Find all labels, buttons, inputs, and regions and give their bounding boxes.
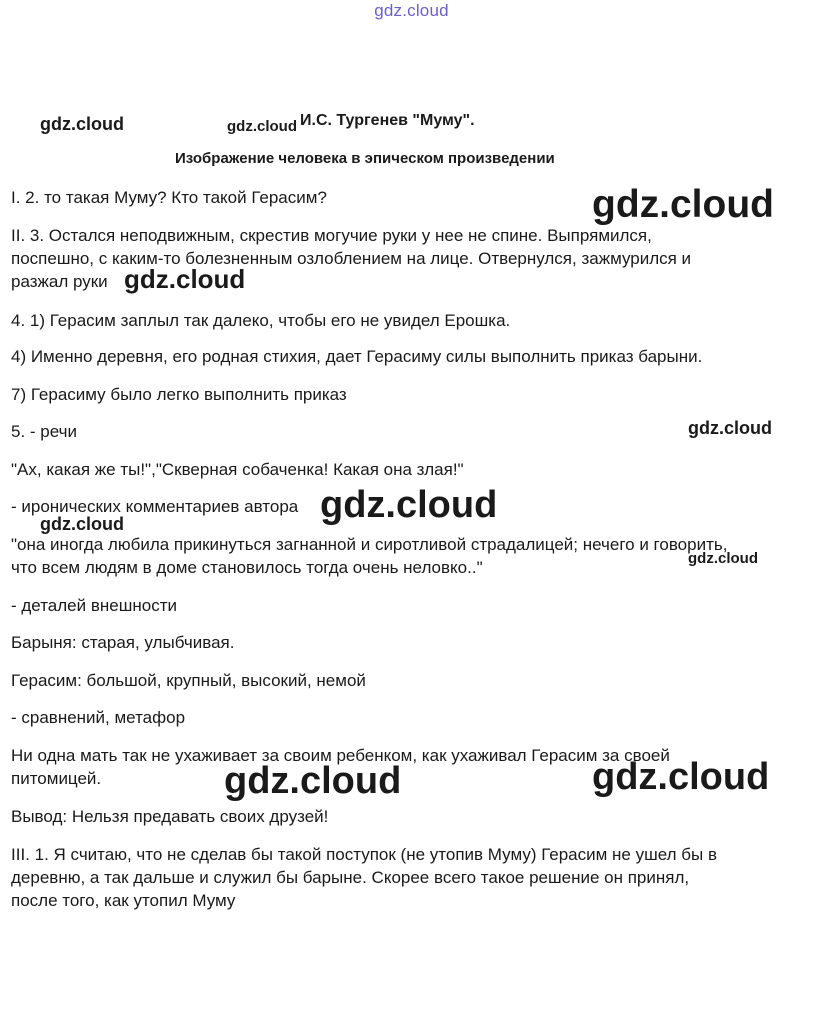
text-line: деревню, а так дальше и служил бы барыне. Скорее всего такое решение он принял, [11, 868, 690, 887]
text-line: 4) Именно деревня, его родная стихия, дает Герасиму силы выполнить приказ барыни. [11, 347, 703, 366]
watermark: gdz.cloud [227, 118, 297, 135]
text-line: - иронических комментариев автора [11, 497, 299, 516]
text-line: "Ах, какая же ты!","Скверная собаченка! Какая она злая!" [11, 460, 464, 479]
document-title: И.С. Тургенев "Муму". [300, 112, 475, 129]
text-line: Барыня: старая, улыбчивая. [11, 633, 235, 652]
text-line: - деталей внешности [11, 596, 177, 615]
watermark: gdz.cloud [40, 514, 124, 534]
text-line: 4. 1) Герасим заплыл так далеко, чтобы его не увидел Ерошка. [11, 311, 511, 330]
text-line: I. 2. то такая Муму? Кто такой Герасим? [11, 188, 327, 207]
text-line: что всем людям в доме становилось тогда очень неловко.." [11, 558, 483, 577]
text-line: Вывод: Нельзя предавать своих друзей! [11, 807, 329, 826]
text-line: разжал руки [11, 272, 108, 291]
text-line: поспешно, с каким-то болезненным озлоблением на лице. Отвернулся, зажмурился и [11, 249, 692, 268]
watermark: gdz.cloud [688, 418, 772, 438]
watermark: gdz.cloud [592, 183, 774, 226]
watermark: gdz.cloud [224, 760, 402, 802]
watermark: gdz.cloud [40, 114, 124, 134]
text-line: после того, как утопил Муму [11, 891, 236, 910]
text-line: Герасим: большой, крупный, высокий, немой [11, 671, 366, 690]
watermark: gdz.cloud [592, 756, 770, 798]
text-line: Ни одна мать так не ухаживает за своим ребенком, как ухаживал Герасим за своей [11, 746, 670, 765]
text-line: "она иногда любила прикинуться загнанной и сиротливой страдалицей; нечего и говорить, [11, 535, 728, 554]
document-subtitle: Изображение человека в эпическом произведении [175, 150, 555, 167]
text-line: питомицей. [11, 769, 102, 788]
text-line: 5. - речи [11, 422, 77, 441]
watermark: gdz.cloud [320, 484, 498, 526]
site-link[interactable]: gdz.cloud [374, 1, 449, 20]
text-line: II. 3. Остался неподвижным, скрестив могучие руки у нее не спине. Выпрямился, [11, 226, 652, 245]
text-line: III. 1. Я считаю, что не сделав бы такой поступок (не утопив Муму) Герасим не ушел бы в [11, 845, 717, 864]
text-line: 7) Герасиму было легко выполнить приказ [11, 385, 347, 404]
watermark: gdz.cloud [124, 264, 246, 294]
watermark: gdz.cloud [688, 550, 758, 567]
text-line: - сравнений, метафор [11, 708, 186, 727]
